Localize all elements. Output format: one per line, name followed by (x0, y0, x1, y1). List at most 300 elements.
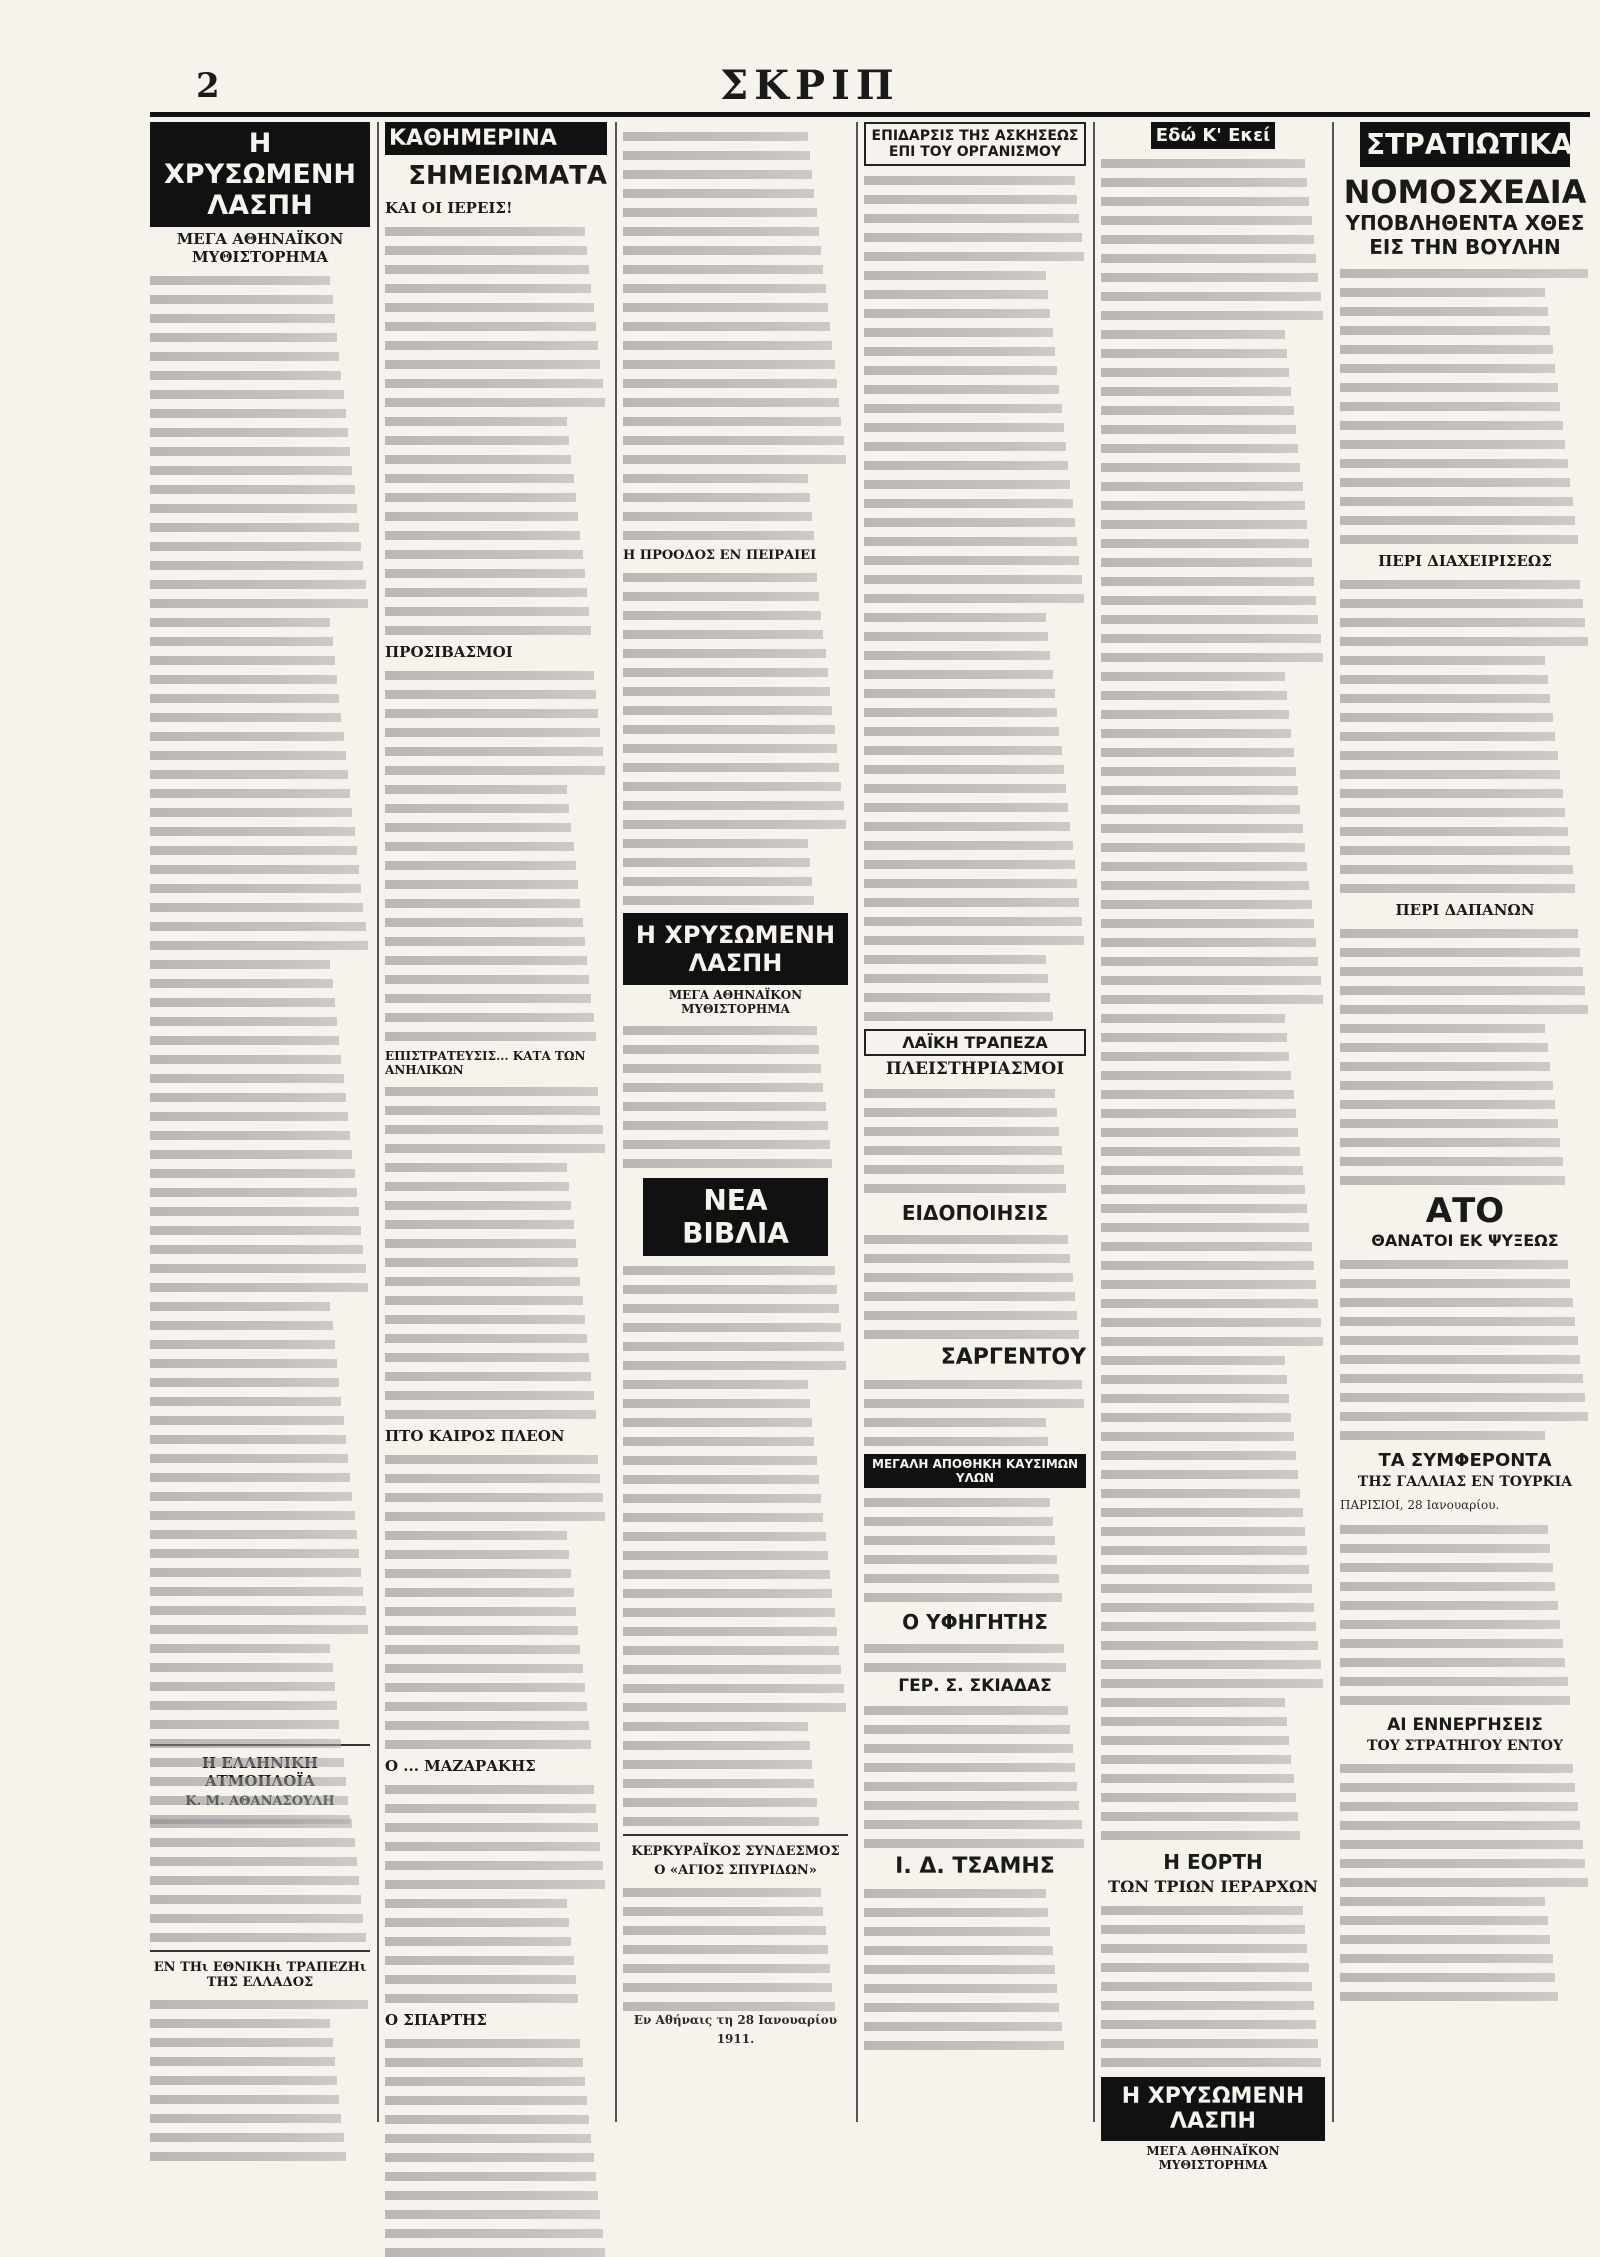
column-2 (385, 122, 607, 2122)
text-line (385, 284, 591, 293)
column-rule (377, 122, 379, 2122)
text-line (1340, 1393, 1585, 1402)
text-line (150, 732, 344, 741)
text-line (150, 751, 346, 760)
text-line (150, 1036, 339, 1045)
section-title: ΣΗΜΕΙΩΜΑΤΑ (408, 161, 607, 191)
text-line (623, 763, 839, 772)
text-line (864, 1437, 1048, 1446)
text-line (385, 1334, 587, 1343)
text-line (150, 2095, 339, 2104)
text-line (1101, 216, 1312, 225)
advert-heading: Ι. Δ. ΤΣΑΜΗΣ (895, 1854, 1055, 1879)
text-line (623, 1926, 826, 1935)
text-line (385, 1664, 583, 1673)
text-line (864, 1725, 1070, 1734)
text-line (385, 1182, 569, 1191)
text-line (150, 656, 335, 665)
text-line (1101, 1584, 1312, 1593)
text-line (623, 801, 844, 810)
masthead: ΣΚΡΙΠ (720, 62, 900, 109)
text-line (150, 713, 341, 722)
text-line (150, 1587, 363, 1596)
text-line (385, 303, 594, 312)
serial-banner: Η ΧΡΥΣΩΜΕΝΗ ΛΑΣΠΗ (623, 913, 848, 985)
text-line (1340, 1802, 1578, 1811)
text-line (623, 1285, 837, 1294)
text-line (1101, 159, 1305, 168)
dateline: ΠΑΡΙΣΙΟΙ, 28 Ιανουαρίου. (1340, 1498, 1500, 1512)
text-line (623, 1266, 835, 1275)
text-line (150, 1625, 368, 1634)
text-line (1340, 288, 1545, 297)
text-line (385, 2248, 605, 2257)
text-line (150, 1857, 357, 1866)
text-line (623, 1589, 832, 1598)
text-line (1340, 1973, 1555, 1982)
text-line (864, 1399, 1084, 1408)
text-line (1101, 1736, 1289, 1745)
text-line (385, 1087, 598, 1096)
text-line (385, 2115, 589, 2124)
article-heading: ΠΤΟ ΚΑΙΡΟΣ ΠΛΕΟΝ (385, 1427, 565, 1445)
text-line (150, 1663, 333, 1672)
text-line (385, 1455, 598, 1464)
text-line (1101, 1546, 1307, 1555)
text-line (385, 227, 585, 236)
text-line (385, 975, 589, 984)
text-line (864, 803, 1068, 812)
text-line (150, 276, 330, 285)
text-line (150, 1511, 355, 1520)
text-line (1101, 1774, 1294, 1783)
text-line (864, 1965, 1055, 1974)
text-line (385, 918, 583, 927)
text-line (1340, 1043, 1548, 1052)
text-line (1101, 1679, 1323, 1688)
text-line (1101, 2058, 1321, 2067)
text-line (1101, 330, 1285, 339)
text-line (150, 580, 366, 589)
text-line (1101, 710, 1289, 719)
text-line (623, 1817, 819, 1826)
text-line (623, 573, 817, 582)
text-line (623, 1399, 810, 1408)
text-line (150, 1454, 348, 1463)
text-line (150, 409, 346, 418)
article-heading: Η ΠΡΟΟΔΟΣ ΕΝ ΠΕΙΡΑΙΕΙ (623, 548, 817, 563)
article-heading: ΝΟΜΟΣΧΕΔΙΑ (1343, 173, 1587, 211)
text-line (385, 1569, 571, 1578)
text-line (1101, 1242, 1312, 1251)
serial-banner: Η ΧΡΥΣΩΜΕΝΗ ΛΑΣΠΗ (1101, 2077, 1325, 2141)
text-line (1340, 326, 1550, 335)
text-line (864, 1418, 1046, 1427)
text-line (623, 493, 810, 502)
text-line (623, 877, 812, 886)
text-line (385, 1899, 567, 1908)
text-line (864, 1517, 1053, 1526)
text-line (150, 1378, 339, 1387)
section-banner: Εδώ Κ' Εκεί (1151, 122, 1275, 149)
text-line (864, 2022, 1062, 2031)
text-line (385, 1607, 576, 1616)
text-line (385, 512, 578, 521)
text-line (864, 423, 1064, 432)
text-line (1101, 1375, 1287, 1384)
text-line (385, 2134, 591, 2143)
text-line (1340, 1544, 1550, 1553)
text-line (623, 1570, 830, 1579)
text-line (385, 956, 587, 965)
text-line (385, 1645, 580, 1654)
text-line (1340, 770, 1560, 779)
text-line (385, 1258, 578, 1267)
text-line (1101, 691, 1287, 700)
books-banner: ΝΕΑ ΒΙΒΛΙΑ (643, 1178, 828, 1256)
text-line (1340, 1916, 1548, 1925)
text-line (150, 808, 352, 817)
text-line (385, 1125, 603, 1134)
text-line (1340, 1279, 1570, 1288)
text-line (864, 1127, 1059, 1136)
text-line (385, 766, 605, 775)
text-line (623, 1646, 839, 1655)
text-line (864, 518, 1075, 527)
article-heading: ΑΙ ΕΝΝΕΡΓΗΣΕΙΣ (1387, 1715, 1543, 1735)
text-line (150, 1397, 341, 1406)
text-line (1340, 459, 1568, 468)
text-line (385, 1201, 571, 1210)
text-line (864, 1089, 1055, 1098)
text-line (864, 1782, 1077, 1791)
text-line (864, 1801, 1079, 1810)
text-line (864, 328, 1053, 337)
advert-heading: Ο ΥΦΗΓΗΤΗΣ (902, 1610, 1048, 1634)
text-line (1101, 900, 1312, 909)
text-line (385, 1842, 600, 1851)
text-line (623, 1779, 814, 1788)
article-subheading: ΤΟΥ ΣΤΡΑΤΗΓΟΥ ΕΝΤΟΥ (1367, 1738, 1563, 1754)
text-line (1101, 1185, 1305, 1194)
text-line (1101, 1166, 1303, 1175)
article-heading: Η ΕΟΡΤΗ (1163, 1850, 1263, 1874)
text-line (385, 823, 571, 832)
text-line (150, 770, 348, 779)
text-line (864, 366, 1057, 375)
text-line (385, 1315, 585, 1324)
text-line (1340, 967, 1583, 976)
text-line (1101, 539, 1309, 548)
text-line (385, 2229, 603, 2238)
text-line (623, 1159, 832, 1168)
text-line (1101, 1147, 1300, 1156)
text-line (623, 1456, 817, 1465)
text-line (1101, 1906, 1303, 1915)
text-line (623, 1684, 844, 1693)
text-line (1101, 482, 1303, 491)
text-line (1340, 986, 1585, 995)
text-line (150, 1739, 341, 1748)
text-line (864, 1889, 1046, 1898)
text-line (623, 189, 814, 198)
text-line (150, 2076, 337, 2085)
text-line (864, 784, 1066, 793)
article-subheading: ΕΙΣ ΤΗΝ ΒΟΥΛΗΝ (1369, 235, 1561, 259)
text-line (623, 687, 830, 696)
text-line (623, 1798, 817, 1807)
text-line (864, 1330, 1079, 1339)
text-line (864, 556, 1079, 565)
text-line (150, 1302, 330, 1311)
text-line (1101, 1052, 1289, 1061)
text-line (1340, 364, 1555, 373)
text-line (623, 1741, 810, 1750)
column-rule (1093, 122, 1095, 2122)
text-line (150, 694, 339, 703)
text-line (623, 208, 817, 217)
text-line (623, 303, 828, 312)
text-line (864, 1184, 1066, 1193)
text-line (385, 2058, 583, 2067)
text-line (864, 233, 1082, 242)
text-line (1101, 653, 1323, 662)
text-line (623, 1083, 823, 1092)
text-line (623, 744, 837, 753)
text-line (150, 485, 355, 494)
text-line (150, 1340, 335, 1349)
text-line (623, 2002, 835, 2011)
text-line (150, 865, 359, 874)
text-line (1340, 884, 1575, 893)
text-line (1101, 957, 1318, 966)
text-line (150, 1838, 355, 1847)
column-rule (1332, 122, 1334, 2122)
text-line (864, 214, 1079, 223)
text-line (1101, 2020, 1316, 2029)
text-line (623, 1760, 812, 1769)
article-heading: Ο ... ΜΑΖΑΡΑΚΗΣ (385, 1757, 536, 1775)
text-line (623, 858, 810, 867)
text-line (1340, 1878, 1588, 1887)
text-line (623, 531, 814, 540)
text-line (1101, 311, 1323, 320)
text-line (1340, 1859, 1585, 1868)
text-line (1101, 1071, 1291, 1080)
text-line (1101, 1337, 1323, 1346)
text-line (623, 322, 830, 331)
text-line (623, 1494, 821, 1503)
text-line (1340, 440, 1565, 449)
text-line (385, 994, 591, 1003)
text-line (385, 569, 585, 578)
text-line (864, 2041, 1064, 2050)
text-line (1101, 1489, 1300, 1498)
text-line (864, 1146, 1062, 1155)
text-line (1101, 2001, 1314, 2010)
advert-heading: ΣΑΡΓΕΝΤΟΥ (940, 1345, 1086, 1370)
text-line (1101, 1944, 1307, 1953)
text-line (1101, 197, 1309, 206)
article-subheading: ΠΛΕΙΣΤΗΡΙΑΣΜΟΙ (885, 1059, 1065, 1079)
text-line (1340, 580, 1580, 589)
text-line (623, 820, 846, 829)
text-line (623, 1608, 835, 1617)
text-line (385, 588, 587, 597)
text-line (864, 765, 1064, 774)
text-line (1101, 1812, 1298, 1821)
text-line (150, 1093, 346, 1102)
text-line (864, 442, 1066, 451)
text-line (1340, 1563, 1553, 1572)
column-6 (1340, 122, 1590, 2122)
text-line (150, 371, 341, 380)
text-line (1340, 751, 1558, 760)
text-line (385, 880, 578, 889)
text-line (385, 1861, 603, 1870)
text-line (1340, 1024, 1545, 1033)
text-line (864, 670, 1053, 679)
text-line (1101, 2039, 1318, 2048)
text-line (150, 2057, 335, 2066)
text-line (150, 884, 361, 893)
text-line (864, 575, 1082, 584)
text-line (150, 979, 333, 988)
text-line (1101, 1793, 1296, 1802)
text-line (623, 170, 812, 179)
text-line (150, 1644, 330, 1653)
text-line (385, 1880, 605, 1889)
text-line (150, 1758, 344, 1767)
text-line (864, 955, 1046, 964)
text-line (864, 385, 1059, 394)
text-line (623, 246, 821, 255)
text-line (1340, 1081, 1553, 1090)
column-rule (856, 122, 858, 2122)
text-line (150, 618, 330, 627)
text-line (150, 428, 348, 437)
text-line (1101, 1261, 1314, 1270)
text-line (150, 1530, 357, 1539)
text-line (864, 1555, 1057, 1564)
text-line (864, 1108, 1057, 1117)
text-line (150, 333, 337, 342)
serial-subtitle: ΜΕΓΑ ΑΘΗΝΑΪΚΟΝ ΜΥΘΙΣΤΟΡΗΜΑ (668, 988, 803, 1016)
article-heading: ΕΝ ΤΗι ΕΘΝΙΚΗι ΤΡΑΠΕΖΗι ΤΗΣ ΕΛΛΑΔΟΣ (153, 1960, 367, 1990)
text-line (1340, 1897, 1545, 1906)
text-line (1340, 656, 1545, 665)
text-line (1340, 865, 1573, 874)
text-line (864, 309, 1050, 318)
text-line (1101, 824, 1303, 833)
text-line (1101, 1299, 1318, 1308)
text-line (1101, 1223, 1309, 1232)
text-line (385, 455, 571, 464)
article-heading: ΑΤΟ (1425, 1191, 1505, 1231)
text-line (623, 417, 841, 426)
text-line (1101, 558, 1312, 567)
text-line (623, 436, 844, 445)
text-line (150, 1568, 361, 1577)
text-line (623, 668, 828, 677)
text-line (385, 2191, 598, 2200)
column-1 (150, 122, 370, 2122)
text-line (864, 1839, 1084, 1848)
text-line (1340, 1601, 1558, 1610)
text-line (150, 1017, 337, 1026)
text-line (1340, 789, 1563, 798)
text-line (150, 352, 339, 361)
text-line (864, 1380, 1082, 1389)
text-line (623, 1102, 826, 1111)
text-line (1340, 1764, 1573, 1773)
article-heading: ΕΠΙΔΑΡΣΙΣ ΤΗΣ ΑΣΚΗΣΕΩΣ ΕΠΙ ΤΟΥ ΟΡΓΑΝΙΣΜΟΥ (864, 122, 1086, 166)
text-line (1101, 425, 1296, 434)
text-line (1340, 516, 1575, 525)
text-line (1101, 1109, 1296, 1118)
text-line (623, 284, 826, 293)
text-line (150, 390, 344, 399)
text-line (150, 1933, 366, 1942)
text-line (623, 1703, 846, 1712)
text-line (1101, 387, 1291, 396)
text-line (385, 937, 585, 946)
text-line (385, 417, 567, 426)
text-line (150, 599, 368, 608)
text-line (864, 480, 1070, 489)
text-line (1340, 1260, 1568, 1269)
text-line (1101, 1451, 1296, 1460)
section-banner: ΚΑΘΗΜΕΡΙΝΑ (385, 122, 607, 155)
column-4 (864, 122, 1086, 2122)
text-line (1340, 827, 1568, 836)
text-line (385, 747, 603, 756)
serial-subtitle: ΜΕΓΑ ΑΘΗΝΑΪΚΟΝ ΜΥΘΙΣΤΟΡΗΜΑ (176, 230, 344, 266)
text-line (150, 1207, 359, 1216)
text-line (385, 842, 574, 851)
text-line (1340, 1954, 1553, 1963)
text-line (623, 1342, 844, 1351)
article-subheading: ΥΠΟΒΛΗΘΕΝΤΑ ΧΘΕΣ (1345, 211, 1585, 235)
text-line (864, 1254, 1070, 1263)
text-line (150, 1188, 357, 1197)
text-line (1101, 406, 1294, 415)
text-line (623, 132, 808, 141)
text-line (150, 2152, 346, 2161)
text-line (864, 689, 1055, 698)
text-line (623, 398, 839, 407)
text-line (623, 1064, 821, 1073)
text-line (864, 1498, 1050, 1507)
text-line (150, 1416, 344, 1425)
text-line (385, 1013, 594, 1022)
text-line (1101, 1831, 1300, 1840)
text-line (1101, 463, 1300, 472)
text-line (623, 512, 812, 521)
text-line (385, 1512, 605, 1521)
column-rule (615, 122, 617, 2122)
text-line (1340, 478, 1570, 487)
text-line (385, 531, 580, 540)
text-line (1340, 1374, 1583, 1383)
text-line (1101, 1641, 1318, 1650)
text-line (150, 1606, 366, 1615)
text-line (1101, 919, 1314, 928)
text-line (385, 1785, 594, 1794)
text-line (385, 1531, 567, 1540)
text-line (1101, 1470, 1298, 1479)
text-line (864, 822, 1070, 831)
